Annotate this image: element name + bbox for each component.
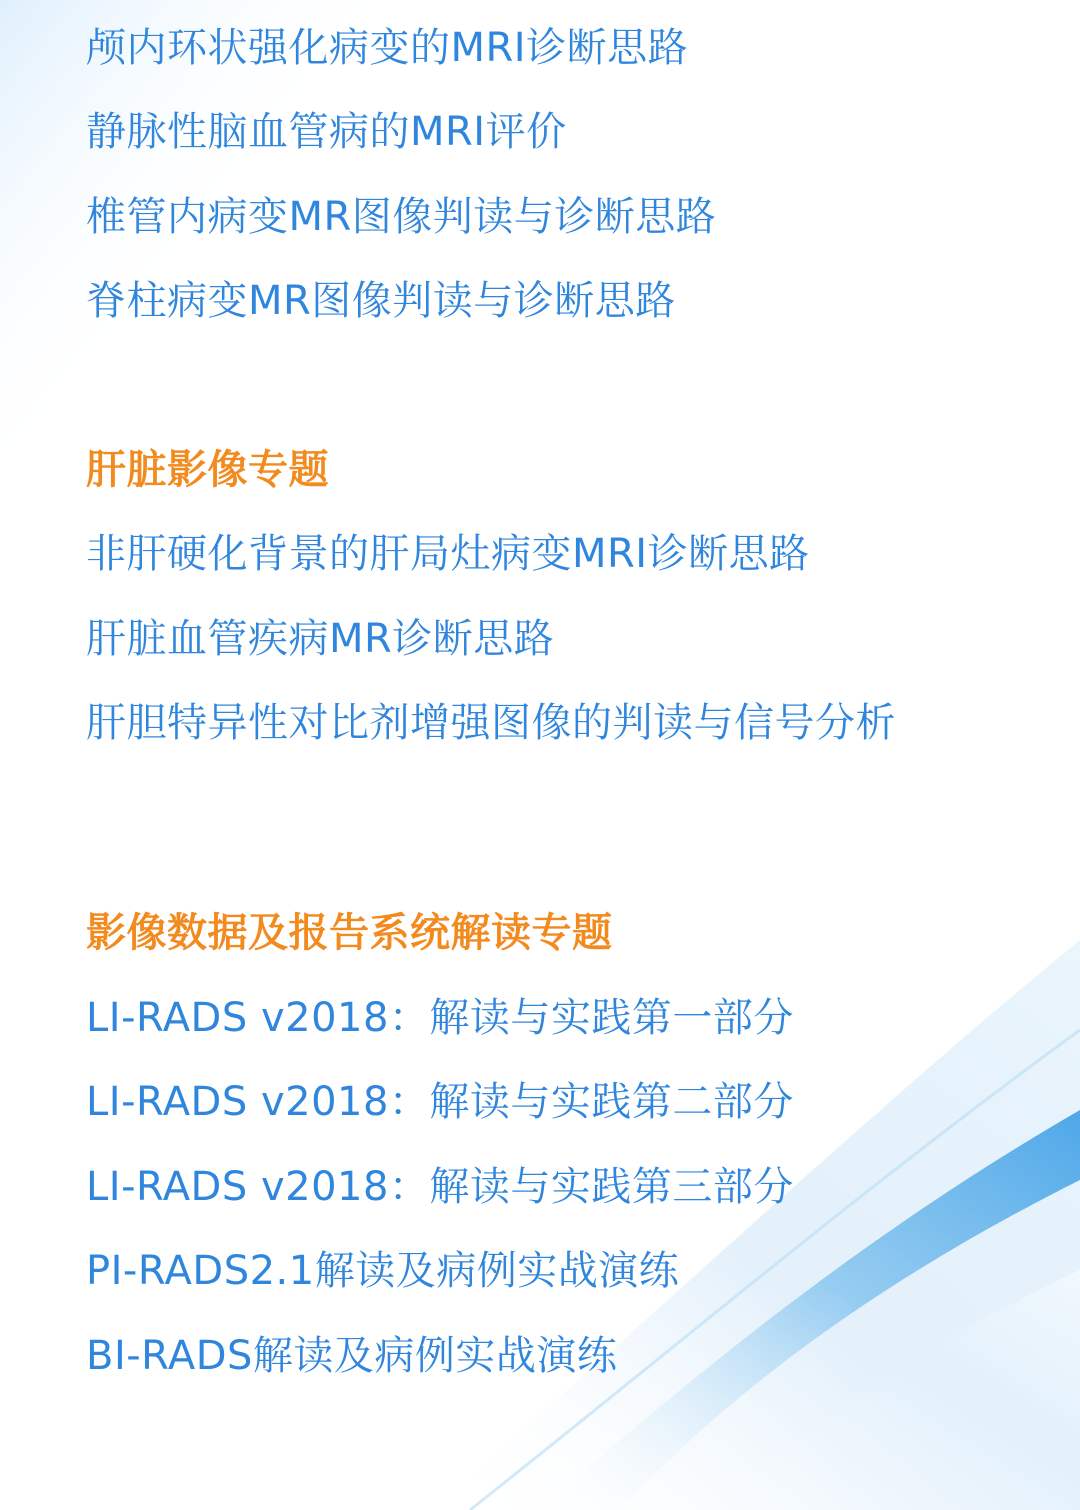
course-link-venous-cerebrovascular[interactable]: 静脉性脑血管病的MRI评价: [86, 109, 567, 155]
section-heading-liver: 肝脏影像专题: [86, 447, 329, 493]
section-heading-rads: 影像数据及报告系统解读专题: [86, 910, 613, 956]
course-link-lirads-part2[interactable]: LI-RADS v2018：解读与实践第二部分: [86, 1079, 794, 1125]
course-link-ring-enhancing-lesions[interactable]: 颅内环状强化病变的MRI诊断思路: [86, 25, 689, 71]
course-link-spine-lesions[interactable]: 脊柱病变MR图像判读与诊断思路: [86, 278, 676, 324]
course-link-liver-vascular[interactable]: 肝脏血管疾病MR诊断思路: [86, 616, 555, 662]
course-link-noncirrhotic-focal-liver[interactable]: 非肝硬化背景的肝局灶病变MRI诊断思路: [86, 531, 810, 577]
course-link-intraspinal-lesions[interactable]: 椎管内病变MR图像判读与诊断思路: [86, 194, 717, 240]
course-link-lirads-part3[interactable]: LI-RADS v2018：解读与实践第三部分: [86, 1164, 794, 1210]
course-link-birads[interactable]: BI-RADS解读及病例实战演练: [86, 1333, 618, 1379]
course-link-hepatobiliary-contrast[interactable]: 肝胆特异性对比剂增强图像的判读与信号分析: [86, 700, 896, 746]
course-link-lirads-part1[interactable]: LI-RADS v2018：解读与实践第一部分: [86, 995, 794, 1041]
course-link-pirads[interactable]: PI-RADS2.1解读及病例实战演练: [86, 1248, 680, 1294]
